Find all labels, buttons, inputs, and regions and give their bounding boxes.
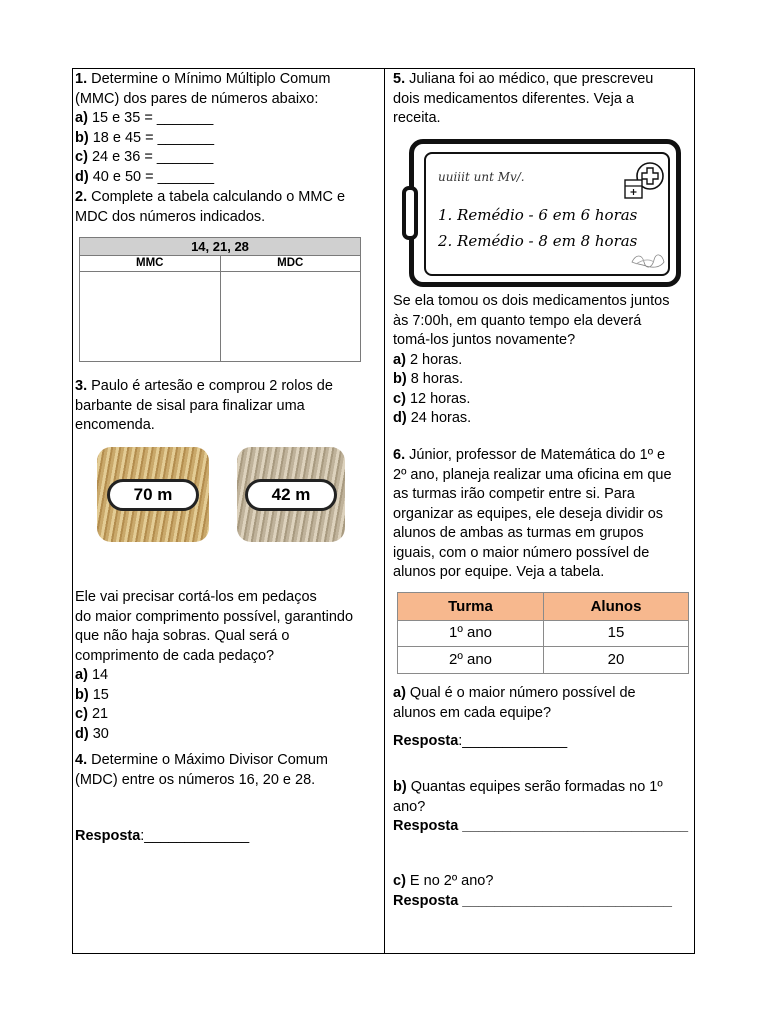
q4-answer xyxy=(75,827,377,847)
twine-roll-42m xyxy=(237,447,345,542)
q6-text-line: alunos de ambas as turmas em grupos xyxy=(393,525,644,541)
q6-text-line: iguais, com o maior número possível de xyxy=(393,544,650,561)
q3-option-letter: d) xyxy=(75,725,89,742)
q6a-answer-blank[interactable]: :_____________ xyxy=(458,733,568,749)
q3-text-line1: Paulo é artesão e comprou 2 rolos de xyxy=(91,378,333,394)
q6-part-a xyxy=(393,684,691,723)
q4-answer-label: Resposta xyxy=(75,828,141,844)
q6b-text-line2: ano? xyxy=(393,798,426,815)
q3-option-text: 14 xyxy=(91,667,109,683)
q1-item-letter: a) xyxy=(75,110,88,126)
q5-text-line1: Juliana foi ao médico, que prescreveu xyxy=(409,71,654,87)
q3-text-line3: encomenda. xyxy=(75,417,155,433)
q1-item-letter: d) xyxy=(75,168,89,185)
table-cell-turma: 2º ano xyxy=(448,651,492,668)
roll-label-42m: 42 m xyxy=(245,479,337,511)
q1-item-letter: c) xyxy=(75,149,88,165)
mmc-mdc-table-title: 14, 21, 28 xyxy=(80,238,360,256)
table-header-turma: Turma xyxy=(448,598,493,615)
q3-option-text: 21 xyxy=(91,706,109,722)
worksheet xyxy=(72,68,695,954)
mdc-column-header: MDC xyxy=(277,257,304,269)
q1-text-line1: Determine o Mínimo Múltiplo Comum xyxy=(91,71,331,87)
q5-option-text: 24 horas. xyxy=(410,410,472,426)
mmc-column-header: MMC xyxy=(80,256,221,271)
q2-number: 2. xyxy=(75,189,88,205)
question-6 xyxy=(393,446,691,583)
table-header-alunos: Alunos xyxy=(590,598,642,615)
q4-text-line2: (MDC) entre os números 16, 20 e 28. xyxy=(75,771,316,788)
prescription-line-1: 1. Remédio - 6 em 6 horas xyxy=(438,206,638,224)
table-cell-alunos: 20 xyxy=(607,651,625,668)
q6c-text: E no 2º ano? xyxy=(405,873,494,889)
q6-text-line: organizar as equipes, ele deseja dividir os xyxy=(393,505,664,522)
q5-text-line3: receita. xyxy=(393,110,441,126)
q5-option-text: 8 horas. xyxy=(410,371,464,387)
q5-option-letter: a) xyxy=(393,351,406,368)
q3-number: 3. xyxy=(75,378,88,394)
roll-label-70m: 70 m xyxy=(107,479,199,511)
prescription-clipboard xyxy=(409,139,681,287)
q4-text-line1: Determine o Máximo Divisor Comum xyxy=(91,752,329,768)
medical-kit-icon xyxy=(622,158,668,202)
q3-option-letter: c) xyxy=(75,706,88,722)
q3-option-letter: a) xyxy=(75,667,88,683)
column-divider xyxy=(384,69,385,953)
q6-text-line: 2º ano, planeja realizar uma oficina em que xyxy=(393,466,672,483)
prescription-header: uuiiit unt Mv/. xyxy=(438,170,525,184)
twine-rolls-image xyxy=(97,447,342,542)
q3-body-line: do maior comprimento possível, garantindo xyxy=(75,608,354,625)
signature-scribble xyxy=(630,250,666,270)
q4-number: 4. xyxy=(75,752,88,768)
q3-body-line: que não haja sobras. Qual será o xyxy=(75,628,290,644)
q3-body-line: comprimento de cada pedaço? xyxy=(75,647,275,664)
q6a-answer xyxy=(393,732,691,752)
q5-text-line2: dois medicamentos diferentes. Veja a xyxy=(393,90,634,107)
q5-option-letter: c) xyxy=(393,390,406,407)
question-5-continued xyxy=(393,292,691,429)
q6c-answer-line[interactable]: Resposta __________________________ xyxy=(393,892,672,909)
q6-number: 6. xyxy=(393,447,406,463)
q5-option-letter: b) xyxy=(393,371,407,387)
q3-body-line: Ele vai precisar cortá-los em pedaços xyxy=(75,589,317,605)
q6a-text-line2: alunos em cada equipe? xyxy=(393,704,552,721)
twine-roll-70m xyxy=(97,447,209,542)
question-2 xyxy=(75,188,377,227)
q6-part-c xyxy=(393,872,691,911)
q4-answer-blank[interactable]: :_____________ xyxy=(140,828,250,844)
q5-body-line: tomá-los juntos novamente? xyxy=(393,332,576,348)
q1-item-text: 40 e 50 = _______ xyxy=(92,168,215,185)
q1-text-line2: (MMC) dos pares de números abaixo: xyxy=(75,90,319,107)
clipboard-clip xyxy=(402,186,418,240)
q1-item-letter: b) xyxy=(75,129,89,146)
q2-text-line2: MDC dos números indicados. xyxy=(75,208,266,225)
q6b-text-line1: Quantas equipes serão formadas no 1º xyxy=(406,779,663,795)
q6a-answer-label: Resposta xyxy=(393,733,459,749)
q5-option-letter: d) xyxy=(393,410,407,426)
q2-text-line1: Complete a tabela calculando o MMC e xyxy=(91,189,346,205)
question-3-continued xyxy=(75,588,377,744)
prescription-line-2: 2. Remédio - 8 em 8 horas xyxy=(438,232,638,250)
q3-option-text: 15 xyxy=(92,686,109,703)
mdc-answer-cell[interactable] xyxy=(221,272,361,362)
table-cell-turma: 1º ano xyxy=(448,624,492,641)
q3-option-text: 30 xyxy=(92,725,109,742)
turma-alunos-table xyxy=(397,592,689,674)
q3-text-line2: barbante de sisal para finalizar uma xyxy=(75,397,305,414)
question-5 xyxy=(393,70,691,129)
q6b-answer-line[interactable]: Resposta ____________________________ xyxy=(393,818,689,834)
q6a-letter: a) xyxy=(393,685,406,701)
mmc-answer-cell[interactable] xyxy=(80,272,221,362)
q6c-letter: c) xyxy=(393,873,406,889)
q6-text-line: Júnior, professor de Matemática do 1º e xyxy=(409,447,666,463)
mmc-mdc-table xyxy=(79,237,361,362)
q1-number: 1. xyxy=(75,71,88,87)
q5-option-text: 12 horas. xyxy=(409,390,471,407)
q5-option-text: 2 horas. xyxy=(409,351,463,368)
table-cell-alunos: 15 xyxy=(607,624,625,641)
q1-item-text: 15 e 35 = _______ xyxy=(91,110,214,126)
q5-body-line: Se ela tomou os dois medicamentos juntos xyxy=(393,293,670,309)
question-4 xyxy=(75,751,377,790)
q5-body-line: às 7:00h, em quanto tempo ela deverá xyxy=(393,312,642,329)
q5-number: 5. xyxy=(393,71,406,87)
q6b-letter: b) xyxy=(393,779,407,795)
question-3 xyxy=(75,377,377,436)
q1-item-text: 24 e 36 = _______ xyxy=(91,149,214,165)
prescription-sheet xyxy=(424,152,670,276)
q6-part-b xyxy=(393,778,691,837)
q6-text-line: as turmas irão competir entre si. Para xyxy=(393,486,635,502)
q6-text-line: alunos por equipe. Veja a tabela. xyxy=(393,564,605,580)
q1-item-text: 18 e 45 = _______ xyxy=(92,129,215,146)
q3-option-letter: b) xyxy=(75,686,89,703)
q6a-text-line1: Qual é o maior número possível de xyxy=(405,685,636,701)
question-1 xyxy=(75,70,377,187)
